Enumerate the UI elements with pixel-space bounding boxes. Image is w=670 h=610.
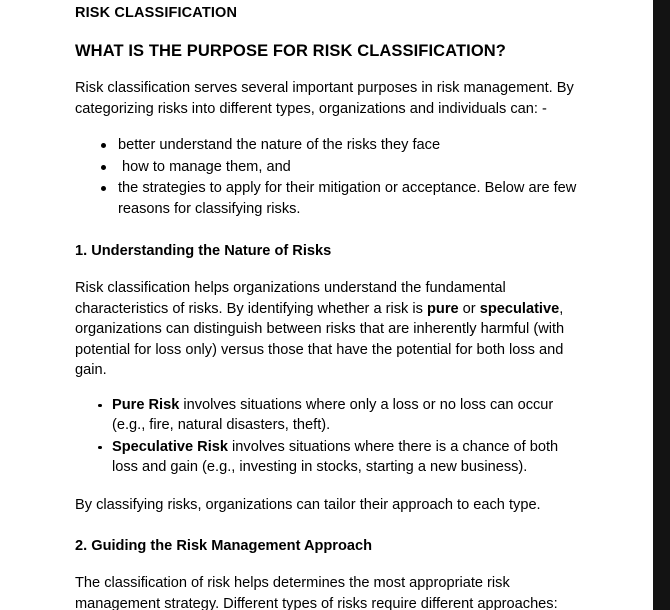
list-item-description: involves situations where only a loss or no loss can occur (e.g., fire, natural disasters, theft). bbox=[112, 396, 554, 433]
list-item-text: the strategies to apply for their mitigation or acceptance. Below are few reasons for classifying risks. bbox=[118, 180, 577, 217]
list-item bbox=[75, 178, 578, 219]
document-content bbox=[75, 0, 578, 610]
risk-type-bullet-list bbox=[75, 381, 578, 478]
page-title: RISK CLASSIFICATION bbox=[75, 5, 238, 21]
list-item-text: how to manage them, and bbox=[118, 158, 291, 175]
term-speculative: speculative bbox=[479, 300, 560, 317]
section-1-body-part-2: or bbox=[458, 300, 480, 317]
term-pure: pure bbox=[427, 300, 459, 317]
section-heading-1: 1. Understanding the Nature of Risks bbox=[75, 243, 332, 259]
section-heading-2: 2. Guiding the Risk Management Approach bbox=[75, 538, 373, 554]
section-1-closing-paragraph: By classifying risks, organizations can tailor their approach to each type. bbox=[75, 496, 541, 513]
purpose-bullet-list bbox=[75, 119, 578, 219]
section-1-body bbox=[75, 261, 578, 381]
list-item-term: Speculative Risk bbox=[112, 438, 228, 455]
document-subtitle: WHAT IS THE PURPOSE FOR RISK CLASSIFICATION? bbox=[75, 42, 506, 60]
list-item bbox=[75, 437, 578, 478]
right-edge-band bbox=[653, 0, 670, 610]
list-item-term: Pure Risk bbox=[112, 396, 180, 413]
list-item bbox=[75, 395, 578, 436]
list-item-description: involves situations where there is a chance of both loss and gain (e.g., investing in stocks, starting a new business). bbox=[112, 438, 559, 475]
section-1-body-part-1: Risk classification helps organizations understand the fundamental characteristics of risks. By identifying whether a risk is bbox=[75, 280, 506, 317]
section-1-body-part-3: , organizations can distinguish between risks that are inherently harmful (with potential for loss only) versus those that have the potential for both loss and gain. bbox=[75, 300, 565, 378]
list-item-text: better understand the nature of the risks they face bbox=[118, 137, 441, 153]
intro-paragraph: Risk classification serves several important purposes in risk management. By categorizing risks into different types, organizations and individuals can: - bbox=[75, 80, 574, 117]
list-item bbox=[75, 157, 578, 178]
section-2-body: The classification of risk helps determines the most appropriate risk management strategy. Different types of risks require different approaches: bbox=[75, 575, 558, 610]
list-item bbox=[75, 135, 578, 156]
